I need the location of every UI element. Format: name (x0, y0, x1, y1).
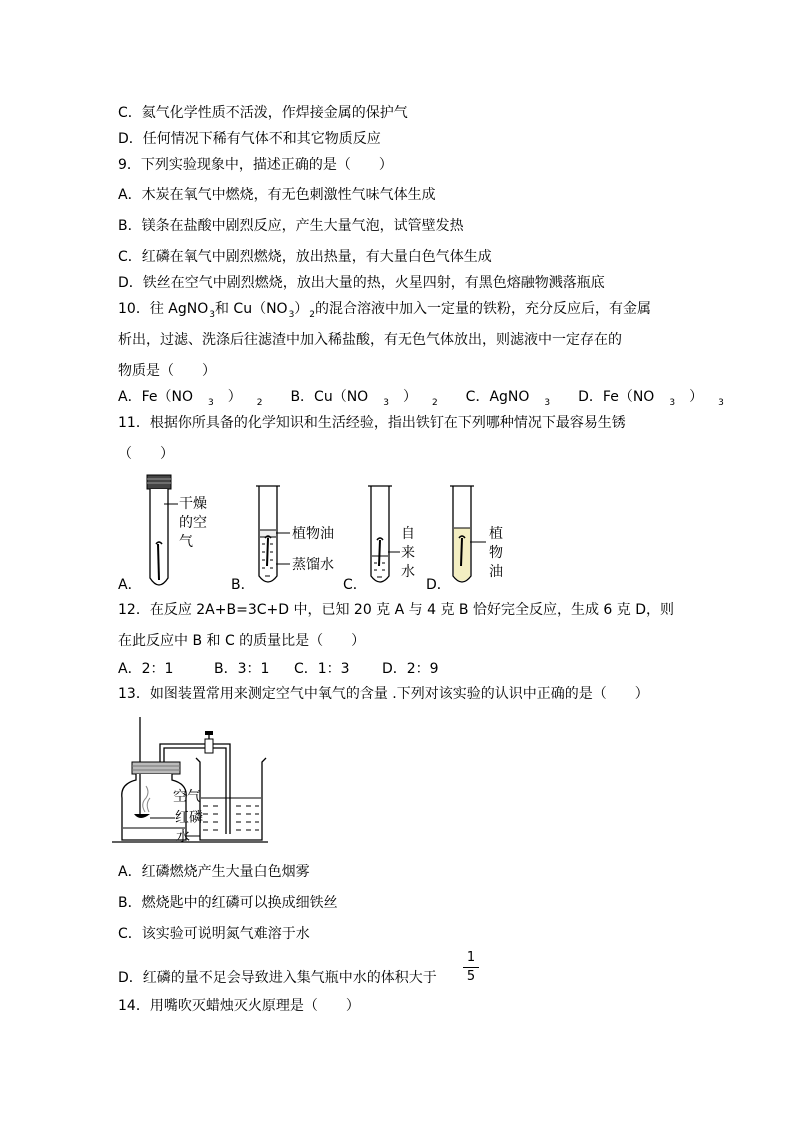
q14-stem: 14．用嘴吹灭蜡烛灭火原理是（ ） (118, 998, 360, 1014)
q13-stem: 13．如图装置常用来测定空气中氧气的含量 .下列对该实验的认识中正确的是（ ） (118, 686, 649, 702)
tube-b-oil-label: 植物油 (292, 526, 334, 542)
q9-stem: 9．下列实验现象中，描述正确的是（ ） (118, 157, 393, 173)
tube-a-label-3: 气 (179, 534, 193, 550)
q10-option-b: B．Cu（NO 3 ） 2 (290, 389, 438, 408)
tube-a-letter: A． (118, 577, 142, 593)
tube-c (343, 486, 415, 593)
tube-d-label-3: 油 (489, 564, 503, 580)
q9-option-a: A．木炭在氧气中燃烧，有无色刺激性气味气体生成 (118, 187, 436, 203)
tube-d-label-1: 植 (489, 526, 503, 542)
tube-d-letter: D． (426, 577, 451, 593)
tube-b (231, 486, 334, 593)
q13-option-b: B．燃烧匙中的红磷可以换成细铁丝 (118, 895, 338, 911)
q10-stem-line1: 10．往 AgNO$_3$和 $Cu(NO_3)_2$的混合溶液中加入一定量的铁粉，充分反应后，有金属 (118, 301, 652, 320)
q12-option-a: A．2：1 (118, 661, 174, 677)
fraction-numerator: 1 (466, 950, 476, 965)
q9-option-d: D．铁丝在空气中剧烈燃烧，放出大量的热，火星四射，有黑色熔融物溅落瓶底 (118, 275, 605, 291)
tube-c-letter: C． (343, 577, 367, 593)
q12-option-d: D．2：9 (382, 661, 439, 677)
q10-options (118, 388, 752, 408)
q10-option-a: A．Fe（NO 3 ） 2 (118, 389, 263, 408)
fraction-bar (463, 967, 479, 968)
q10-option-c: C．AgNO 3 (465, 389, 551, 408)
q12-stem-line1: 12．在反应 2A+B=3C+D 中，已知 20 克 A 与 4 克 B 恰好完全反应，生成 6 克 D，则 (118, 602, 674, 618)
tube-b-water-label: 蒸馏水 (292, 557, 334, 573)
q12-option-b: B．3：1 (214, 661, 270, 677)
tube-c-label-1: 自 (401, 526, 415, 542)
q8-option-c: C．氦气化学性质不活泼，作焊接金属的保护气 (118, 105, 408, 121)
tube-a (118, 475, 207, 593)
fraction-denominator: 5 (466, 969, 476, 984)
tube-b-letter: B． (231, 577, 255, 593)
q12-options (118, 660, 439, 678)
fraction-one-fifth (463, 950, 479, 985)
q11-stem: 11．根据你所具备的化学知识和生活经验，指出铁钉在下列哪种情况下最容易生锈 (118, 415, 626, 431)
q13-option-a: A．红磷燃烧产生大量白色烟雾 (118, 864, 310, 880)
q13-figure (0, 712, 794, 847)
q11-paren: （ ） (118, 446, 174, 462)
q10-option-d: D．Fe（NO 3 ） 3 (578, 389, 724, 408)
tube-a-label-1: 干燥 (179, 496, 207, 512)
beaker (196, 758, 266, 840)
q12-stem-line2: 在此反应中 B 和 C 的质量比是（ ） (118, 633, 366, 649)
q9-option-b: B．镁条在盐酸中剧烈反应，产生大量气泡，试管壁发热 (118, 218, 464, 234)
q10-stem-line2: 析出，过滤、洗涤后往滤渣中加入稀盐酸，有无色气体放出，则滤液中一定存在的 (118, 332, 622, 348)
label-water: 水 (176, 829, 190, 845)
label-red-phosphorus: 红磷 (175, 810, 203, 826)
tube-d (426, 486, 503, 593)
q9-option-c: C．红磷在氧气中剧烈燃烧，放出热量，有大量白色气体生成 (118, 249, 492, 265)
tube-a-label-2: 的空 (179, 515, 207, 531)
q13-option-d: D．红磷的量不足会导致进入集气瓶中水的体积大于 (118, 970, 437, 986)
tube-c-label-3: 水 (401, 564, 415, 580)
q12-option-c: C．1：3 (294, 661, 350, 677)
tube-c-label-2: 来 (401, 545, 415, 561)
q8-option-d: D．任何情况下稀有气体不和其它物质反应 (118, 131, 381, 147)
label-air: 空气 (173, 789, 201, 805)
q11-figure (0, 470, 794, 595)
q13-option-c: C．该实验可说明氮气难溶于水 (118, 926, 310, 942)
tube-d-label-2: 物 (489, 545, 503, 561)
q10-stem-line3: 物质是（ ） (118, 363, 216, 379)
